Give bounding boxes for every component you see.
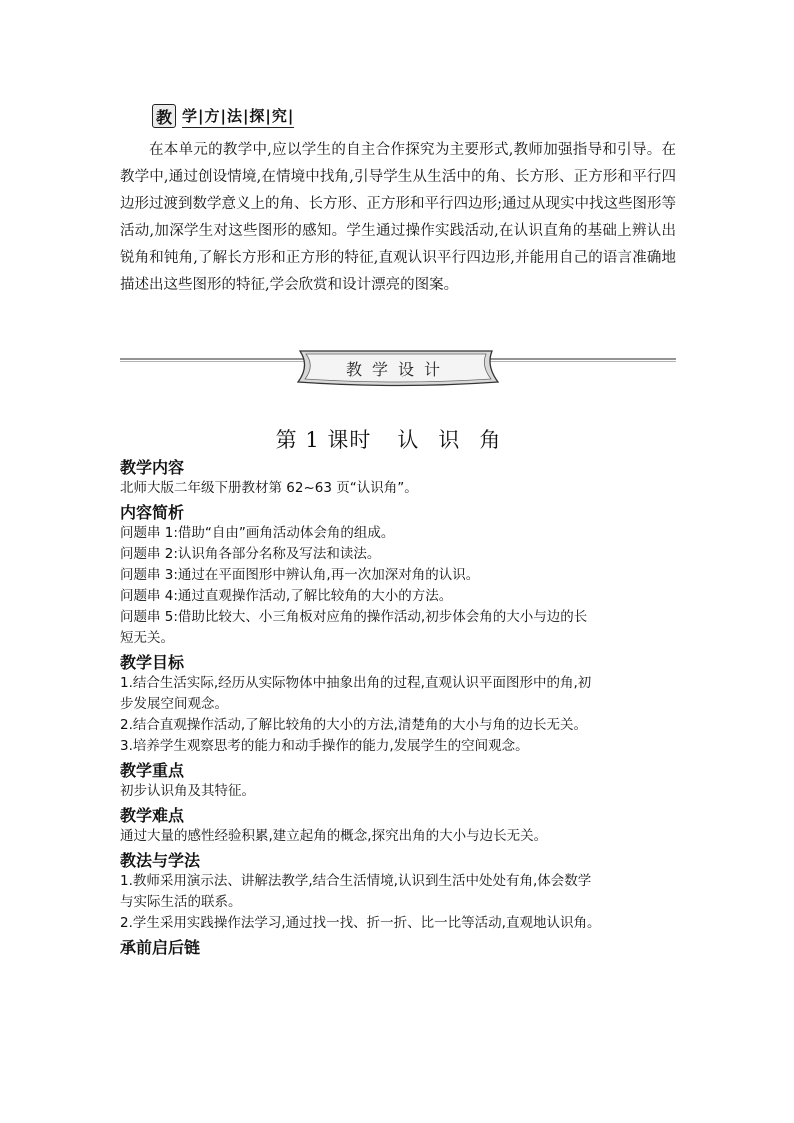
heading-content-analysis: 内容简析 xyxy=(120,503,185,522)
method-header xyxy=(152,104,294,128)
lesson-name: 认识角 xyxy=(397,428,521,452)
intro-paragraph: 在本单元的教学中,应以学生的自主合作探究为主要形式,教师加强指导和引导。在教学中,通过创设情境,在情境中找角,引导学生从生活中的角、长方形、正方形和平行四边形过渡到数学意义上的角、长方形、正方形和平行四边形;通过从现实中找这些图形等活动,加深学生对这些图形的感知。学生通过操作实践活动,在认识直角的基础上辨认出锐角和钝角,了解长方形和正方形的特征,直观认识平行四边形,并能用自己的语言准确地描述出这些图形的特征,学会欣赏和设计漂亮的图案。 xyxy=(120,142,676,293)
focus-line: 初步认识角及其特征。 xyxy=(120,783,255,799)
analysis-line-1: 问题串 1:借助“自由”画角活动体会角的组成。 xyxy=(120,525,395,541)
heading-methods: 教法与学法 xyxy=(120,851,201,870)
analysis-line-5: 问题串 5:借助比较大、小三角板对应角的操作活动,初步体会角的大小与边的长 xyxy=(120,609,588,625)
goal-line-2: 步发展空间观念。 xyxy=(120,696,228,712)
goal-line-4: 3.培养学生观察思考的能力和动手操作的能力,发展学生的空间观念。 xyxy=(120,738,529,754)
analysis-line-3: 问题串 3:通过在平面图形中辨认角,再一次加深对角的认识。 xyxy=(120,567,480,583)
analysis-line-2: 问题串 2:认识角各部分名称及写法和读法。 xyxy=(120,546,381,562)
banner-label: 教学设计 xyxy=(345,360,450,379)
lesson-title xyxy=(120,424,676,454)
lesson-content xyxy=(120,458,680,958)
method-title: 学|方|法|探|究| xyxy=(182,105,294,128)
section-banner xyxy=(120,346,676,390)
methods-line-1: 1.教师采用演示法、讲解法教学,结合生活情境,认识到生活中处处有角,体会数学 xyxy=(120,873,592,889)
content-line: 北师大版二年级下册教材第 62~63 页“认识角”。 xyxy=(120,480,418,496)
methods-line-3: 2.学生采用实践操作法学习,通过找一找、折一折、比一比等活动,直观地认识角。 xyxy=(120,915,601,931)
heading-teaching-goals: 教学目标 xyxy=(120,653,185,672)
method-badge: 教 xyxy=(152,104,176,128)
heading-teaching-content: 教学内容 xyxy=(120,458,185,477)
goal-line-1: 1.结合生活实际,经历从实际物体中抽象出角的过程,直观认识平面图形中的角,初 xyxy=(120,675,592,691)
lesson-number: 第 1 课时 xyxy=(275,428,372,452)
heading-teaching-focus: 教学重点 xyxy=(120,761,185,780)
analysis-line-6: 短无关。 xyxy=(120,630,174,646)
goal-line-3: 2.结合直观操作活动,了解比较角的大小的方法,清楚角的大小与角的边长无关。 xyxy=(120,717,587,733)
analysis-line-4: 问题串 4:通过直观操作活动,了解比较角的大小的方法。 xyxy=(120,588,453,604)
heading-link: 承前启后链 xyxy=(120,938,201,957)
heading-teaching-difficulty: 教学难点 xyxy=(120,806,185,825)
methods-line-2: 与实际生活的联系。 xyxy=(120,894,242,910)
difficulty-line: 通过大量的感性经验积累,建立起角的概念,探究出角的大小与边长无关。 xyxy=(120,828,548,844)
